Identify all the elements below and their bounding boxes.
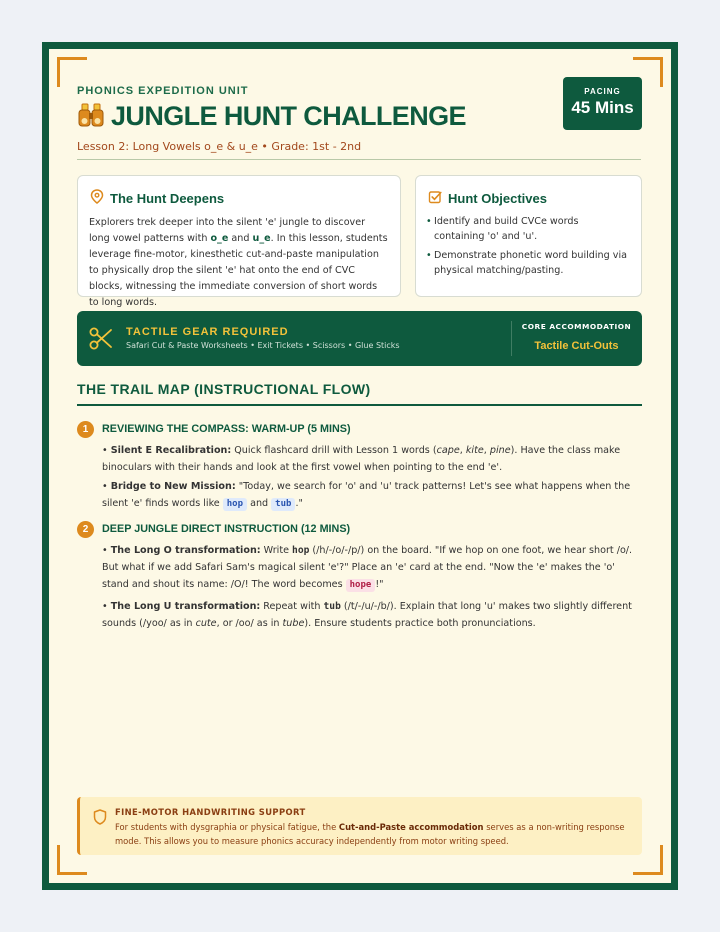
- pattern-o-e: o_e: [210, 233, 229, 244]
- point-text: !": [375, 579, 384, 590]
- point-label: Bridge to New Mission:: [110, 481, 236, 492]
- trail-map-divider: [77, 404, 642, 406]
- example-word: cape: [436, 445, 460, 456]
- point-label: The Long U transformation:: [110, 601, 261, 612]
- step-body: [102, 542, 642, 634]
- point-text: (/t/-/u/-/b/). Explain that long 'u' makes two slightly different sounds (/yoo/ as in: [102, 601, 632, 629]
- lesson-page: [49, 49, 671, 883]
- support-text-part: For students with dysgraphia or physical fatigue, the: [115, 822, 339, 832]
- point-label: Silent E Recalibration:: [110, 445, 232, 456]
- hunt-objectives-card: [415, 175, 642, 297]
- trail-map-heading: THE TRAIL MAP (INSTRUCTIONAL FLOW): [77, 381, 371, 397]
- point-text: Write: [260, 545, 293, 556]
- objective-item: • Identify and build CVCe words containing 'o' and 'u'.: [426, 214, 631, 244]
- point-text: Quick flashcard drill with Lesson 1 words (: [231, 445, 437, 456]
- accommodation-label: CORE ACCOMMODATION: [521, 322, 632, 331]
- hunt-deepens-card: [77, 175, 401, 308]
- objectives-card-header: [428, 189, 641, 208]
- pacing-badge: [563, 77, 642, 130]
- step-title: DEEP JUNGLE DIRECT INSTRUCTION (12 MINS): [102, 523, 351, 535]
- page-frame: [42, 42, 678, 890]
- header-divider: [77, 159, 641, 160]
- point-text: (/h/-/o/-/p/) on the board. "If we hop on one foot, we hear short /o/. But what if we add Safari Sam's magical silent 'e'?" Place an 'e' card at the end. "Now the 'e' makes the 'o' stand and shout its name: /O/! The word becomes: [102, 545, 633, 590]
- support-text-part: serves as a non-writing response mode. This allows you to measure phonics accuracy independently from motor writing speed.: [115, 822, 625, 846]
- gear-items: Safari Cut & Paste Worksheets • Exit Tickets • Scissors • Glue Sticks: [126, 341, 400, 350]
- binoculars-icon: [77, 102, 111, 132]
- example-word: tube: [282, 618, 305, 629]
- step-number: 2: [77, 521, 94, 538]
- point-text: "Today, we search for 'o' and 'u' track patterns! Let's see what happens when the silent 'e' finds words like: [102, 481, 631, 509]
- hunt-card-title: The Hunt Deepens: [110, 191, 225, 206]
- point-text: and: [247, 498, 272, 509]
- unit-label: PHONICS EXPEDITION UNIT: [77, 85, 249, 97]
- pacing-label: PACING: [584, 87, 621, 96]
- word-chip-hope: hope: [346, 579, 376, 592]
- support-emphasis: Cut-and-Paste accommodation: [338, 822, 484, 832]
- support-title: FINE-MOTOR HANDWRITING SUPPORT: [115, 807, 306, 817]
- support-text: [115, 820, 640, 848]
- example-word: hop: [292, 545, 310, 556]
- hunt-card-header: [90, 189, 400, 208]
- pattern-u-e: u_e: [252, 233, 271, 244]
- step-1-point-2: • Bridge to New Mission: "Today, we search for 'o' and 'u' track patterns! Let's see what happens when the silent 'e' finds words like hop and tub .": [102, 481, 631, 509]
- hunt-card-body: [89, 215, 388, 311]
- example-word: tub: [323, 601, 341, 612]
- example-word: pine: [489, 445, 511, 456]
- page-title: JUNGLE HUNT CHALLENGE: [111, 101, 466, 131]
- word-chip-tub: tub: [271, 498, 295, 511]
- step-2-point-2: • The Long U transformation: Repeat with tub (/t/-/u/-/b/). Explain that long 'u' makes two slightly different sounds (/yoo/ as in cute, or /oo/ as in tube). Ensure students practice both pronunciations.: [102, 601, 632, 629]
- fine-motor-support-callout: [77, 797, 642, 855]
- corner-bracket-top-left: [57, 57, 87, 87]
- title-row: [77, 101, 466, 132]
- accommodation-value: Tactile Cut-Outs: [534, 340, 619, 352]
- hunt-body-text: Explorers trek deeper into the silent 'e' jungle to discover long vowel patterns with: [89, 217, 366, 244]
- step-title: REVIEWING THE COMPASS: WARM-UP (5 MINS): [102, 423, 351, 435]
- objectives-list: [426, 214, 631, 278]
- point-text: .": [295, 498, 303, 509]
- hunt-body-text: and: [228, 233, 253, 244]
- point-text: , or /oo/ as in: [216, 618, 283, 629]
- hunt-body-text: . In this lesson, students leverage fine-motor, kinesthetic cut-and-paste manipulation to physically drop the silent 'e' hat onto the end of CVC blocks, witnessing the immediate conversion of short words to long words.: [89, 233, 388, 308]
- example-word: kite: [465, 445, 484, 456]
- point-text: Repeat with: [260, 601, 324, 612]
- step-number: 1: [77, 421, 94, 438]
- checkbox-icon: [428, 189, 448, 208]
- point-text: ). Ensure students practice both pronunciations.: [304, 618, 536, 629]
- map-pin-icon: [90, 189, 110, 208]
- word-chip-hop: hop: [223, 498, 247, 511]
- point-label: The Long O transformation:: [110, 545, 261, 556]
- point-text: ). Have the class make binoculars with their hands and look at the first vowel when pointing to the end 'e'.: [102, 445, 621, 473]
- example-word: cute: [195, 618, 217, 629]
- gear-title: TACTILE GEAR REQUIRED: [126, 326, 289, 338]
- step-body: [102, 442, 642, 514]
- tactile-gear-banner: [77, 311, 642, 366]
- objective-item: • Demonstrate phonetic word building via physical matching/pasting.: [426, 248, 631, 278]
- step-2-point-1: • The Long O transformation: Write hop (/h/-/o/-/p/) on the board. "If we hop on one foot, we hear short /o/. But what if we add Safari Sam's magical silent 'e'?" Place an 'e' card at the end. "Now the 'e' makes the 'o' stand and shout its name: /O/! The word becomes hope !": [102, 545, 633, 590]
- objectives-card-title: Hunt Objectives: [448, 191, 547, 206]
- step-1-point-1: • Silent E Recalibration: Quick flashcard drill with Lesson 1 words (cape, kite, pine). Have the class make binoculars with their hands and look at the first vowel when pointing to the end 'e'.: [102, 445, 621, 473]
- lesson-subtitle: Lesson 2: Long Vowels o_e & u_e • Grade: 1st - 2nd: [77, 140, 362, 153]
- pacing-value: 45 Mins: [571, 98, 634, 117]
